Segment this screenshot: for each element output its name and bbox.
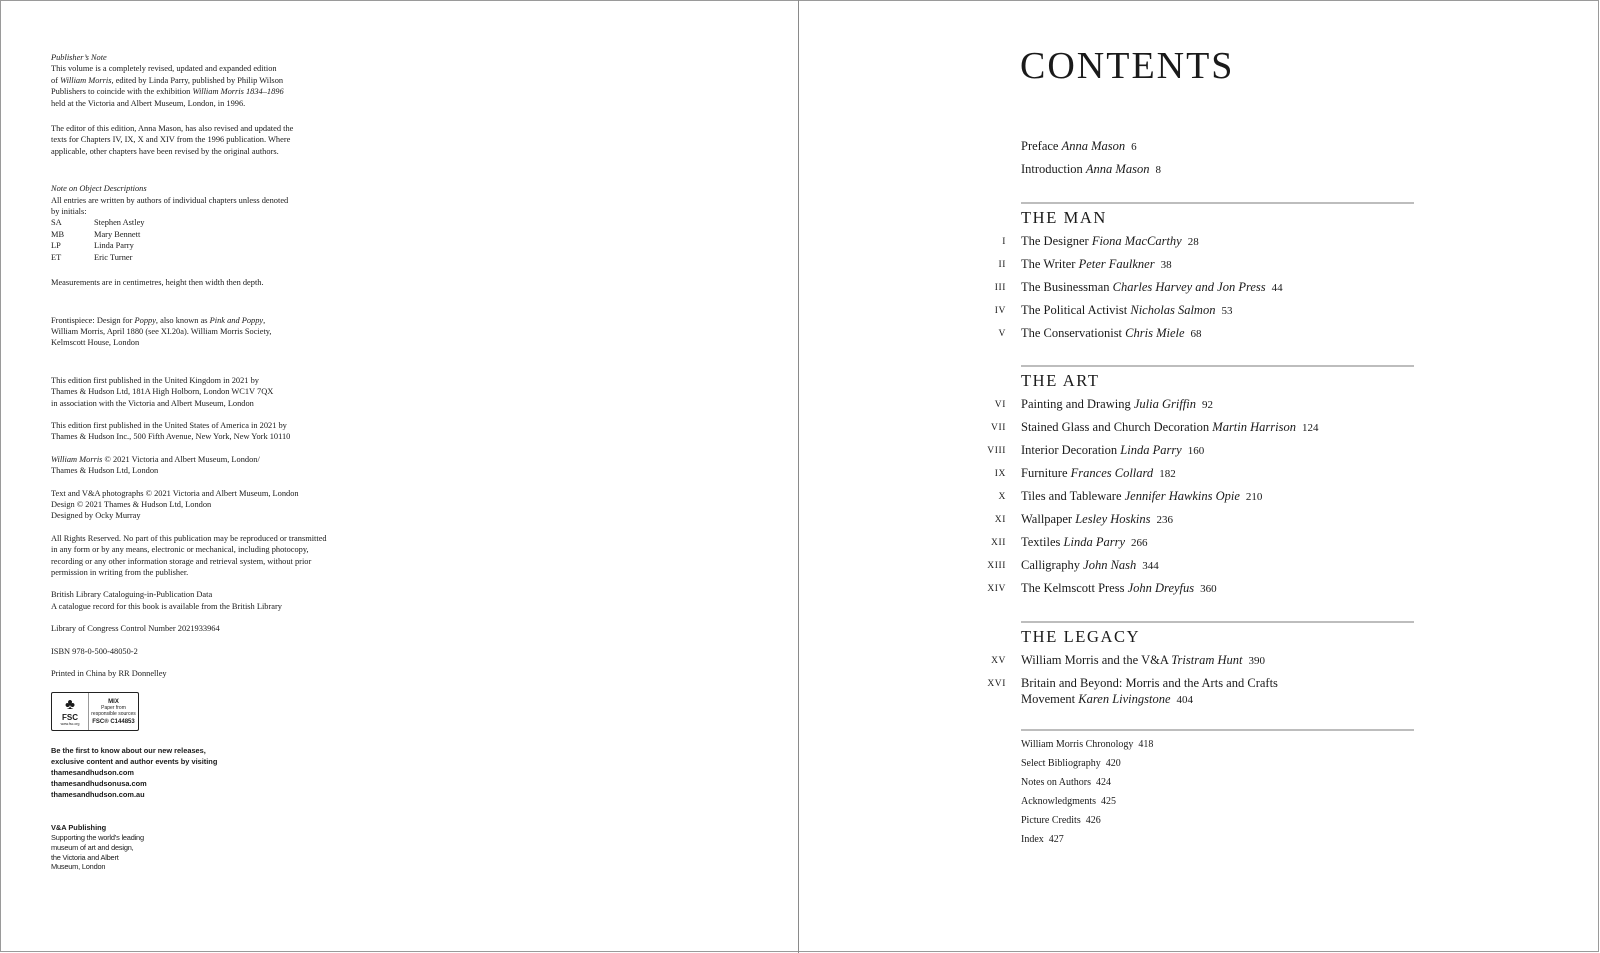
toc-entry-title: Introduction xyxy=(1021,162,1083,176)
toc-chapter-number: III xyxy=(994,283,1006,293)
toc-entry-page: 92 xyxy=(1202,399,1213,411)
toc-entry-author: Linda Parry xyxy=(1063,535,1125,549)
toc-entry-title: Preface xyxy=(1021,139,1059,153)
section-heading: THE MAN xyxy=(1021,208,1107,227)
toc-entry[interactable] xyxy=(1021,139,1137,155)
promo-line: exclusive content and author events by visiting xyxy=(51,757,218,767)
editor-note-line: applicable, other chapters have been revised by the original authors. xyxy=(51,146,279,156)
cip-line: British Library Cataloguing-in-Publication Data xyxy=(51,590,213,600)
toc-chapter-number: XIV xyxy=(987,584,1006,594)
toc-entry-page: 182 xyxy=(1159,468,1176,480)
editor-note-line: texts for Chapters IV, IX, X and XIV from the 1996 publication. Where xyxy=(51,135,291,145)
initials-name: Eric Turner xyxy=(94,252,133,262)
toc-entry-continued xyxy=(1021,692,1193,708)
toc-appendix-item[interactable] xyxy=(1021,814,1101,827)
toc-entry-author: John Nash xyxy=(1083,558,1137,572)
initials-name: Mary Bennett xyxy=(94,229,141,239)
fsc-tree-icon: ♣ xyxy=(65,696,75,713)
toc-entry-page: 160 xyxy=(1187,445,1205,457)
toc-entry-author: Tristram Hunt xyxy=(1171,653,1243,667)
initials-row xyxy=(51,240,381,251)
measurements-note: Measurements are in centimetres, height then width then depth. xyxy=(51,278,264,288)
toc-appendix-page: 424 xyxy=(1096,777,1111,788)
design-credit-line: Designed by Ocky Murray xyxy=(51,511,141,521)
initials-name: Stephen Astley xyxy=(94,218,145,228)
toc-entry-author: Karen Livingstone xyxy=(1078,692,1171,706)
section-heading: THE ART xyxy=(1021,371,1100,390)
toc-entry-title: The Businessman xyxy=(1021,280,1110,294)
toc-appendix-title: Notes on Authors xyxy=(1021,777,1091,788)
design-credit-line: Text and V&A photographs © 2021 Victoria and Albert Museum, London xyxy=(51,488,299,498)
toc-entry-author: John Dreyfus xyxy=(1127,581,1195,595)
fsc-line: responsible sources xyxy=(91,710,136,717)
toc-entry-page: 210 xyxy=(1245,491,1263,503)
frontispiece-line: Frontispiece: Design for Poppy, also known as Pink and Poppy, xyxy=(51,315,266,325)
toc-entry-title: The Writer xyxy=(1021,257,1076,271)
copyright-line: William Morris © 2021 Victoria and Albert Museum, London/ xyxy=(51,454,260,464)
object-descriptions-line: by initials: xyxy=(51,207,87,217)
rights-line: recording or any other information storage and retrieval system, without prior xyxy=(51,556,312,566)
toc-entry[interactable] xyxy=(1021,280,1283,296)
isbn: ISBN 978-0-500-48050-2 xyxy=(51,646,138,656)
rights-line: All Rights Reserved. No part of this publication may be reproduced or transmitted xyxy=(51,533,327,543)
toc-entry-author: Jennifer Hawkins Opie xyxy=(1124,489,1240,503)
toc-entry[interactable] xyxy=(1021,326,1202,342)
toc-chapter-number: VII xyxy=(991,423,1006,433)
fsc-site: www.fsc.org xyxy=(60,721,80,726)
toc-entry-author: Anna Mason xyxy=(1061,139,1126,153)
va-publishing-heading: V&A Publishing xyxy=(51,823,107,833)
toc-entry[interactable] xyxy=(1021,303,1232,319)
initials-row xyxy=(51,217,381,228)
fsc-badge xyxy=(51,692,139,731)
section-rule xyxy=(1021,621,1414,623)
toc-entry[interactable] xyxy=(1021,234,1199,250)
toc-appendix-item[interactable] xyxy=(1021,795,1116,808)
toc-appendix-title: Picture Credits xyxy=(1021,815,1081,826)
initials-abbr: MB xyxy=(51,229,65,239)
va-publishing-line: museum of art and design, xyxy=(51,843,134,853)
toc-chapter-number: XIII xyxy=(987,561,1006,571)
publishers-note-line: Publishers to coincide with the exhibition William Morris 1834–1896 xyxy=(51,87,284,97)
toc-entry[interactable] xyxy=(1021,397,1213,413)
us-edition-line: Thames & Hudson Inc., 500 Fifth Avenue, New York, New York 10110 xyxy=(51,432,291,442)
toc-entry-title: Stained Glass and Church Decoration xyxy=(1021,420,1210,434)
toc-entry-page: 8 xyxy=(1155,164,1161,176)
copyright-line: Thames & Hudson Ltd, London xyxy=(51,466,159,476)
toc-entry-page: 236 xyxy=(1156,514,1174,526)
toc-chapter-number: V xyxy=(998,329,1006,339)
us-edition-line: This edition first published in the United States of America in 2021 by xyxy=(51,420,287,430)
fsc-mix: MIX xyxy=(108,698,119,705)
website-link[interactable]: thamesandhudsonusa.com xyxy=(51,779,147,789)
toc-entry[interactable] xyxy=(1021,512,1173,528)
toc-appendix-title: Acknowledgments xyxy=(1021,796,1096,807)
toc-entry-author: Lesley Hoskins xyxy=(1075,512,1151,526)
toc-entry-title: Interior Decoration xyxy=(1021,443,1118,457)
va-publishing-line: the Victoria and Albert xyxy=(51,852,119,862)
toc-entry-title: Wallpaper xyxy=(1021,512,1073,526)
frontispiece-line: William Morris, April 1880 (see XI.20a). William Morris Society, xyxy=(51,326,272,336)
publishers-note-heading: Publisher’s Note xyxy=(51,53,107,62)
toc-entry-page: 6 xyxy=(1131,141,1137,153)
imprint-page xyxy=(51,52,381,872)
toc-chapter-number: X xyxy=(998,492,1006,502)
fsc-text xyxy=(89,693,138,730)
toc-entry-title: Movement xyxy=(1021,692,1076,706)
toc-entry-page: 44 xyxy=(1271,282,1283,294)
toc-chapter-number: XV xyxy=(991,656,1006,666)
toc-chapter-number: XII xyxy=(991,538,1006,548)
printed-in: Printed in China by RR Donnelley xyxy=(51,669,167,679)
toc-appendix-page: 426 xyxy=(1085,815,1101,826)
toc-entry-page: 38 xyxy=(1160,259,1172,271)
toc-entry-title: The Designer xyxy=(1021,234,1089,248)
initials-abbr: ET xyxy=(51,252,62,262)
section-rule xyxy=(1021,202,1414,204)
toc-chapter-number: VIII xyxy=(987,446,1006,456)
fsc-line: Paper from xyxy=(101,704,126,711)
initials-row xyxy=(51,229,381,240)
toc-entry-title: Tiles and Tableware xyxy=(1021,489,1122,503)
toc-entry[interactable] xyxy=(1021,558,1159,574)
initials-abbr: SA xyxy=(51,218,62,228)
design-credit-line: Design © 2021 Thames & Hudson Ltd, London xyxy=(51,499,212,509)
toc-appendix-title: Select Bibliography xyxy=(1021,758,1101,769)
va-publishing-line: Supporting the world’s leading xyxy=(51,833,144,843)
toc-entry-page: 390 xyxy=(1248,655,1266,667)
toc-appendix-item[interactable] xyxy=(1021,776,1111,789)
loc-number: Library of Congress Control Number 2021933964 xyxy=(51,624,220,634)
section-heading: THE LEGACY xyxy=(1021,627,1141,646)
fsc-code: FSC® C144853 xyxy=(92,718,135,725)
toc-entry[interactable] xyxy=(1021,257,1172,273)
toc-entry[interactable] xyxy=(1021,653,1265,669)
toc-entry-title: The Kelmscott Press xyxy=(1021,581,1125,595)
toc-entry[interactable] xyxy=(1021,443,1204,459)
toc-entry-page: 53 xyxy=(1221,305,1233,317)
publishers-note-line: of William Morris, edited by Linda Parry, published by Philip Wilson xyxy=(51,75,284,85)
toc-entry[interactable] xyxy=(1021,162,1161,178)
toc-entry-author: Anna Mason xyxy=(1085,162,1150,176)
toc-entry-title: Textiles xyxy=(1021,535,1061,549)
fsc-mark: FSC xyxy=(62,712,78,722)
toc-entry-page: 344 xyxy=(1142,560,1159,572)
toc-entry-title: Calligraphy xyxy=(1021,558,1081,572)
toc-entry-title: William Morris and the V&A xyxy=(1021,653,1169,667)
website-link[interactable]: thamesandhudson.com.au xyxy=(51,790,145,800)
book-spine-divider xyxy=(798,0,799,953)
uk-edition-line: This edition first published in the United Kingdom in 2021 by xyxy=(51,375,259,385)
toc-chapter-number: II xyxy=(998,260,1006,270)
toc-appendix-page: 418 xyxy=(1138,739,1154,750)
cip-line: A catalogue record for this book is available from the British Library xyxy=(51,601,282,611)
toc-appendix-item[interactable] xyxy=(1021,738,1153,751)
toc-entry-author: Peter Faulkner xyxy=(1078,257,1155,271)
publishers-note-line: This volume is a completely revised, updated and expanded edition xyxy=(51,64,277,74)
rights-line: permission in writing from the publisher. xyxy=(51,568,189,577)
toc-entry-title: The Conservationist xyxy=(1021,326,1123,340)
toc-entry-author: Charles Harvey and Jon Press xyxy=(1112,280,1266,294)
toc-entry[interactable] xyxy=(1021,489,1262,505)
uk-edition-line: Thames & Hudson Ltd, 181A High Holborn, London WC1V 7QX xyxy=(51,387,274,397)
promo-line: Be the first to know about our new releases, xyxy=(51,746,206,756)
toc-entry-page: 360 xyxy=(1200,583,1217,595)
toc-entry-title: Furniture xyxy=(1021,466,1068,480)
toc-chapter-number: XVI xyxy=(987,679,1006,689)
toc-chapter-number: XI xyxy=(994,515,1006,525)
toc-chapter-number: IV xyxy=(994,306,1006,316)
editor-note-line: The editor of this edition, Anna Mason, has also revised and updated the xyxy=(51,124,294,134)
toc-chapter-number: IX xyxy=(994,469,1006,479)
object-descriptions-heading: Note on Object Descriptions xyxy=(51,184,147,194)
initials-row xyxy=(51,252,381,263)
toc-entry-page: 68 xyxy=(1190,328,1202,340)
toc-appendix-item[interactable] xyxy=(1021,757,1121,770)
toc-entry-page: 124 xyxy=(1301,422,1319,434)
toc-entry-title: Painting and Drawing xyxy=(1021,397,1131,411)
toc-appendix-page: 420 xyxy=(1105,758,1121,769)
toc-entry[interactable] xyxy=(1021,466,1176,482)
toc-entry-author: Martin Harrison xyxy=(1212,420,1296,434)
toc-entry-title: Britain and Beyond: Morris and the Arts and Crafts xyxy=(1021,676,1278,690)
toc-chapter-number: I xyxy=(1002,237,1006,247)
toc-appendix-title: Index xyxy=(1021,834,1044,845)
toc-entry-author: Linda Parry xyxy=(1120,443,1182,457)
toc-entry-author: Julia Griffin xyxy=(1133,397,1196,411)
toc-entry-author: Chris Miele xyxy=(1125,326,1185,340)
toc-entry[interactable] xyxy=(1021,581,1217,597)
frontispiece-line: Kelmscott House, London xyxy=(51,338,140,348)
toc-entry-title: The Political Activist xyxy=(1021,303,1128,317)
toc-chapter-number: VI xyxy=(994,400,1006,410)
toc-entry[interactable] xyxy=(1021,535,1148,551)
section-rule xyxy=(1021,729,1414,731)
toc-appendix-page: 425 xyxy=(1101,796,1116,807)
uk-edition-line: in association with the Victoria and Albert Museum, London xyxy=(51,398,254,408)
contents-title: CONTENTS xyxy=(1020,45,1235,87)
va-publishing-line: Museum, London xyxy=(51,862,106,872)
toc-entry-author: Nicholas Salmon xyxy=(1130,303,1216,317)
publishers-note-line: held at the Victoria and Albert Museum, London, in 1996. xyxy=(51,98,246,108)
toc-appendix-item[interactable] xyxy=(1021,833,1064,846)
object-descriptions-line: All entries are written by authors of individual chapters unless denoted xyxy=(51,195,289,205)
toc-entry[interactable] xyxy=(1021,676,1278,691)
rights-line: in any form or by any means, electronic or mechanical, including photocopy, xyxy=(51,545,309,555)
toc-entry-page: 28 xyxy=(1187,236,1199,248)
toc-entry[interactable] xyxy=(1021,420,1318,436)
initials-name: Linda Parry xyxy=(94,241,134,251)
toc-appendix-title: William Morris Chronology xyxy=(1021,739,1134,750)
toc-entry-page: 404 xyxy=(1176,694,1194,706)
fsc-logo xyxy=(52,693,89,730)
toc-appendix-page: 427 xyxy=(1048,834,1064,845)
toc-entry-author: Fiona MacCarthy xyxy=(1091,234,1182,248)
website-link[interactable]: thamesandhudson.com xyxy=(51,768,134,778)
toc-entry-author: Frances Collard xyxy=(1070,466,1154,480)
section-rule xyxy=(1021,365,1414,367)
toc-entry-page: 266 xyxy=(1131,537,1148,549)
initials-abbr: LP xyxy=(51,241,61,251)
